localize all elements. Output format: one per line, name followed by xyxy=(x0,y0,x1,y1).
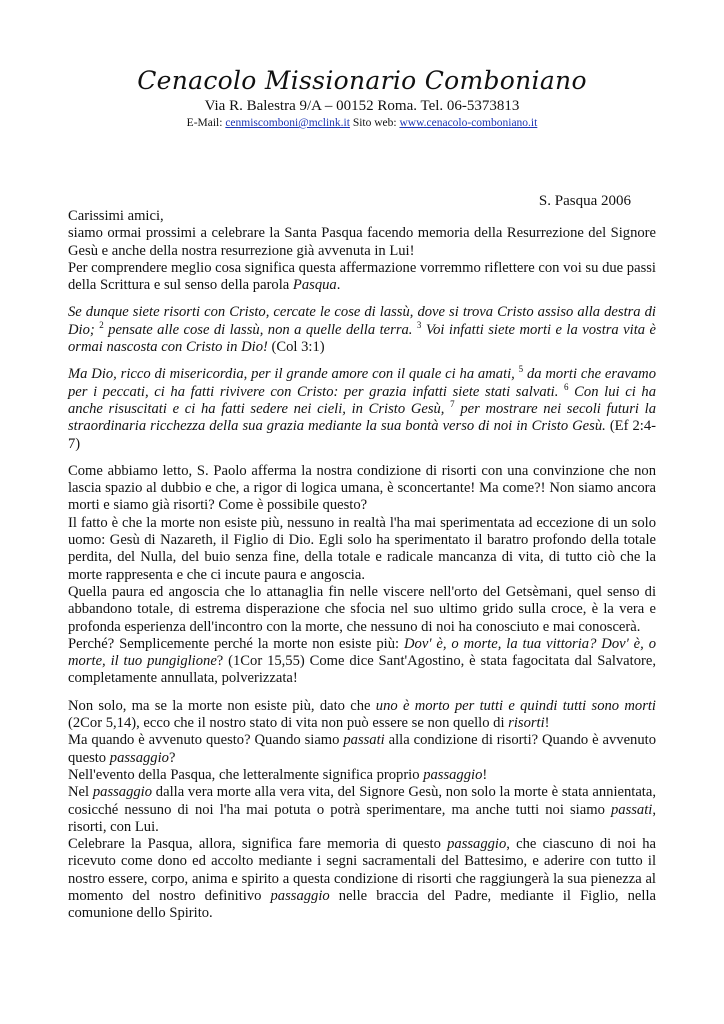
email-link[interactable]: cenmiscomboni@mclink.it xyxy=(225,117,350,129)
paragraph: Non solo, ma se la morte non esiste più, dato che uno è morto per tutti e quindi tutti sono morti (2Cor 5,14), ecco che il nostro stato di vita non può essere se non quello di risorti! xyxy=(68,697,656,732)
letterhead-contacts xyxy=(0,117,724,129)
paragraph: Quella paura ed angoscia che lo attanaglia fin nelle viscere nell'orto del Getsèmani, quel senso di abbandono totale, di estrema disperazione che sfocia nel suo ultimo grido sulla croce, è la vera e profonda esperienza dell'incontro con la morte, che nessuno di noi ha conosciuto e mai conoscerà. xyxy=(68,583,656,635)
website-link[interactable]: www.cenacolo-comboniano.it xyxy=(399,117,538,129)
intro-paragraph-2: Per comprendere meglio cosa significa questa affermazione vorremmo riflettere con voi su due passi della Scrittura e sul senso della parola Pasqua. xyxy=(68,259,656,294)
greeting: Carissimi amici, xyxy=(68,208,164,224)
letterhead-title: Cenacolo Missionario Comboniano xyxy=(137,66,587,95)
intro-paragraph: siamo ormai prossimi a celebrare la Santa Pasqua facendo memoria della Resurrezione del Signore Gesù e anche della nostra resurrezione già avvenuta in Lui! xyxy=(68,225,656,259)
paragraph: Perché? Semplicemente perché la morte non esiste più: Dov' è, o morte, la tua vittoria? Dov' è, o morte, il tuo pungiglione? (1Cor 15,55) Come dice Sant'Agostino, è stata fagocitata dal Salvatore, completamente annullata, polverizzata! xyxy=(68,635,657,687)
site-label: Sito web: xyxy=(352,117,397,129)
paragraph: Nell'evento della Pasqua, che letteralmente significa proprio passaggio! xyxy=(68,766,488,783)
paragraph: Come abbiamo letto, S. Paolo afferma la nostra condizione di risorti con una convinzione che non lascia spazio al dubbio e che, a rigor di logica umana, è sconcertante! Ma come?! Non siamo ancora morti e siamo già risorti? Come è possibile questo? xyxy=(68,462,656,514)
letter-date: S. Pasqua 2006 xyxy=(538,193,631,209)
quote-colossians: Se dunque siete risorti con Cristo, cercate le cose di lassù, dove si trova Cristo assiso alla destra di Dio; $^2$ pensate alle cose di lassù, non a quelle della terra. $^3$ Voi infatti siete morti e la vostra vita è ormai nascosta con Cristo in Dio! (Col 3:1) xyxy=(68,304,656,356)
email-label: E-Mail: xyxy=(186,117,223,129)
paragraph: Nel passaggio dalla vera morte alla vera vita, del Signore Gesù, non solo la morte è stata annientata, cosicché nessuno di noi l'ha mai potuta o potrà sperimentare, ma anche tutti noi siamo passati, risorti, con Lui. xyxy=(68,784,656,835)
letter-body xyxy=(68,208,656,923)
paragraph: Celebrare la Pasqua, allora, significa fare memoria di questo passaggio, che ciascuno di noi ha ricevuto come dono ed accolto mediante i segni sacramentali del Battesimo, e aderire con tutto il nostro essere, corpo, anima e spirito a questa condizione di risorti che raggiungerà la sua pienezza al momento del nostro definitivo passaggio nelle braccia del Padre, mediante il Figlio, nella comunione dello Spirito. xyxy=(68,836,656,922)
quote-ephesians: Ma Dio, ricco di misericordia, per il grande amore con il quale ci ha amati, $^5$ da morti che eravamo per i peccati, ci ha fatti rivivere con Cristo: per grazia infatti siete stati salvati. $^6$ Con lui ci ha anche risuscitati e ci ha fatti sedere nei cieli, in Cristo Gesù, $^7$ per mostrare nei secoli futuri la straordinaria ricchezza della sua grazia mediante la sua bontà verso di noi in Cristo Gesù. (Ef 2:4-7) xyxy=(68,364,656,452)
letterhead-address: Via R. Balestra 9/A – 00152 Roma. Tel. 06-5373813 xyxy=(204,98,520,114)
paragraph: Il fatto è che la morte non esiste più, nessuno in realtà l'ha mai sperimentata ad eccezione di un solo uomo: Gesù di Nazareth, il Figlio di Dio. Egli solo ha sperimentato il baratro profondo della totale perdita, del Nulla, del buio senza fine, della totale e radicale mancanza di vita, di tutto ciò che la morte rappresenta e che ci incute paura e angoscia. xyxy=(68,514,656,583)
paragraph: Ma quando è avvenuto questo? Quando siamo passati alla condizione di risorti? Quando è avvenuto questo passaggio? xyxy=(68,732,656,766)
